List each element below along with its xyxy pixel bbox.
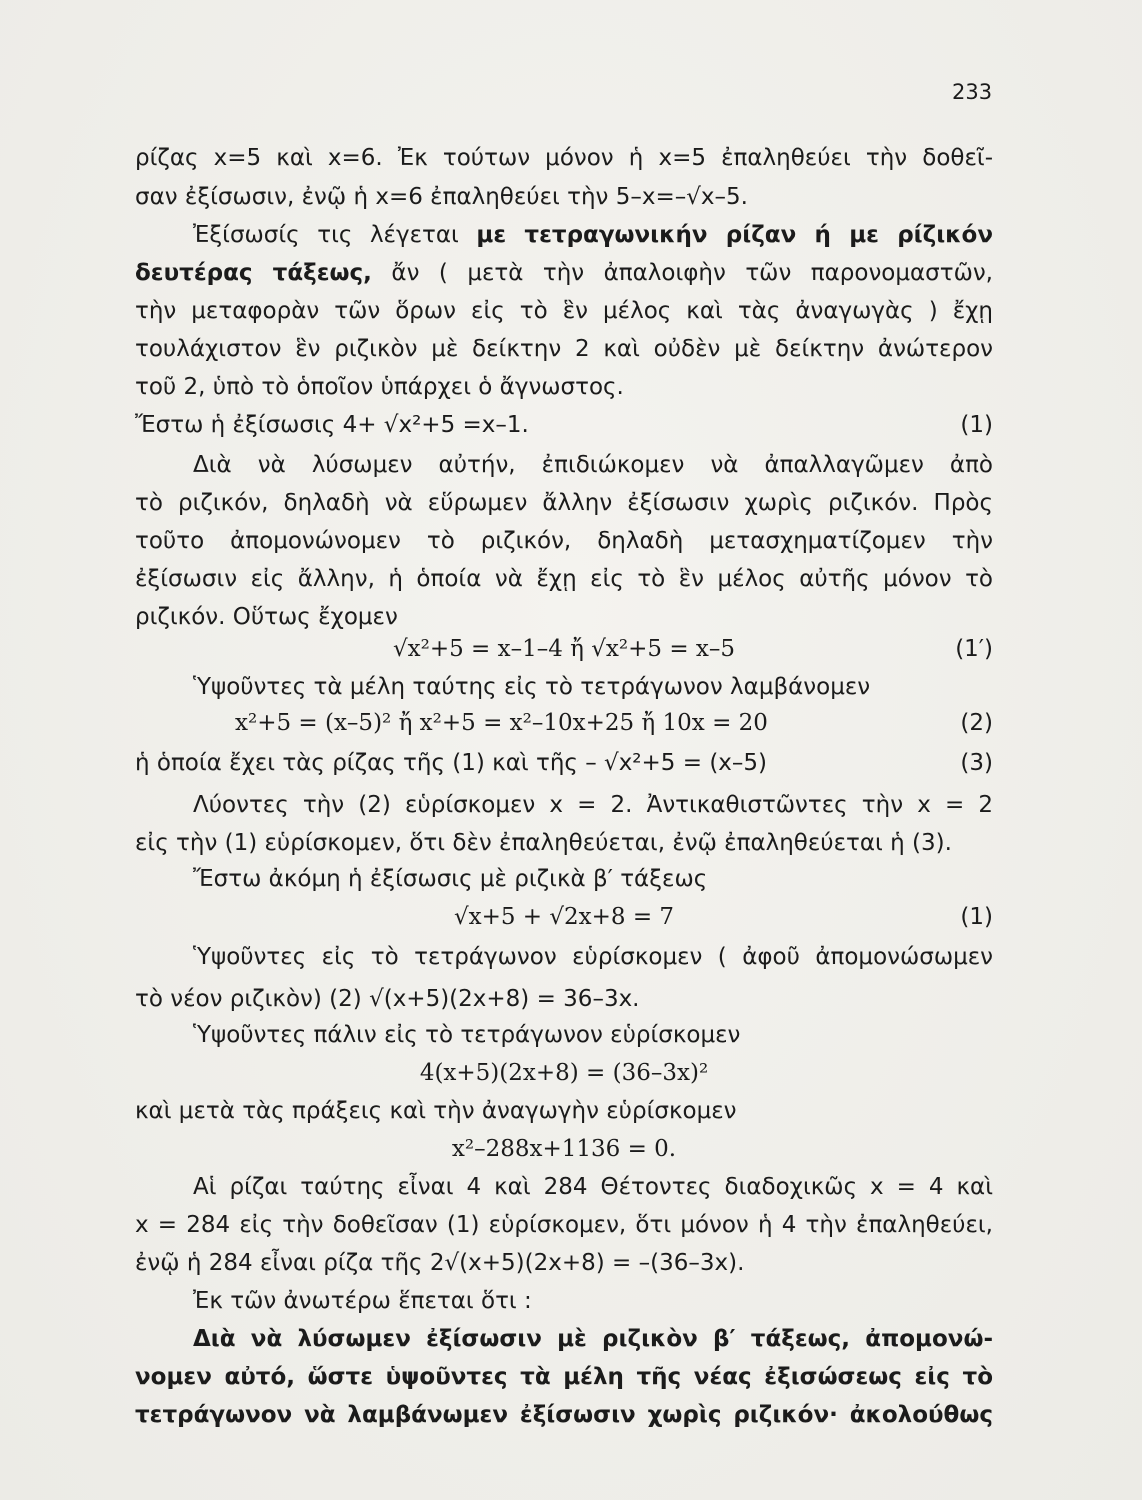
- text-line: Ἐκ τῶν ἀνωτέρω ἕπεται ὅτι :: [193, 1288, 532, 1314]
- text-line: Ἔστω ἀκόμη ἡ ἐξίσωσις μὲ ριζικὰ β′ τάξεως: [193, 866, 708, 892]
- rule-line: τετράγωνον νὰ λαμβάνωμεν ἐξίσωσιν χωρὶς ριζικόν· ἀκολούθως: [135, 1402, 993, 1428]
- equation: ἡ ὁποία ἔχει τὰς ρίζας τῆς (1) καὶ τῆς – √x²+5 = (x–5): [135, 750, 768, 776]
- emphasis-span: με τετραγωνικήν ρίζαν ή με ρίζικόν: [476, 222, 993, 248]
- text-span: Ἐξίσωσίς τις λέγεται: [193, 222, 459, 248]
- text-line: τὴν μεταφορὰν τῶν ὅρων εἰς τὸ ἓν μέλος καὶ τὰς ἀναγωγὰς ) ἔχῃ: [135, 298, 993, 324]
- equation-number: (1′): [955, 636, 993, 662]
- text-line: καὶ μετὰ τὰς πράξεις καὶ τὴν ἀναγωγὴν εὑρίσκομεν: [135, 1098, 737, 1124]
- definition-line: [135, 218, 993, 252]
- equation-number: (1): [960, 412, 993, 438]
- text-line: Ὑψοῦντες εἰς τὸ τετράγωνον εὑρίσκομεν ( ἀφοῦ ἀπομονώσωμεν: [193, 944, 993, 970]
- text-line: ἐξίσωσιν εἰς ἄλλην, ἡ ὁποία νὰ ἔχῃ εἰς τὸ ἓν μέλος αὐτῆς μόνον τὸ: [135, 566, 993, 592]
- emphasis-span: δευτέρας τάξεως,: [135, 260, 372, 286]
- equation: x²–288x+1136 = 0.: [451, 1136, 677, 1162]
- equation-number: (2): [960, 710, 993, 736]
- text-line: Λύοντες τὴν (2) εὑρίσκομεν x = 2. Ἀντικαθιστῶντες τὴν x = 2: [193, 792, 993, 818]
- equation-number: (1): [960, 904, 993, 930]
- text-line: τουλάχιστον ἓν ριζικὸν μὲ δείκτην 2 καὶ οὐδὲν μὲ δείκτην ἀνώτερον: [135, 336, 993, 362]
- text-line: τοῦτο ἀπομονώνομεν τὸ ριζικόν, δηλαδὴ μετασχηματίζομεν τὴν: [135, 528, 993, 554]
- text-span: Ἔστω ἡ ἐξίσωσις 4+ √x²+5 =x–1.: [135, 412, 529, 438]
- page-number: 233: [952, 80, 993, 104]
- text-span: ἄν ( μετὰ τὴν ἀπαλοιφὴν τῶν παρονομαστῶν,: [391, 260, 993, 286]
- equation: √x²+5 = x–1–4 ἤ √x²+5 = x–5: [392, 636, 736, 662]
- text-line: Ὑψοῦντες πάλιν εἰς τὸ τετράγωνον εὑρίσκομεν: [193, 1022, 741, 1048]
- text-line: ριζικόν. Οὕτως ἔχομεν: [135, 604, 398, 630]
- text-line: Αἱ ρίζαι ταύτης εἶναι 4 καὶ 284 Θέτοντες διαδοχικῶς x = 4 καὶ: [193, 1174, 993, 1200]
- text-line: x = 284 εἰς τὴν δοθεῖσαν (1) εὑρίσκομεν, ὅτι μόνον ἡ 4 τὴν ἐπαληθεύει,: [135, 1212, 993, 1238]
- rule-line: Διὰ νὰ λύσωμεν ἐξίσωσιν μὲ ριζικὸν β′ τάξεως, ἀπομονώ-: [193, 1326, 993, 1352]
- text-line: τοῦ 2, ὑπὸ τὸ ὁποῖον ὑπάρχει ὁ ἄγνωστος.: [135, 374, 624, 400]
- text-line: σαν ἐξίσωσιν, ἐνῷ ἡ x=6 ἐπαληθεύει τὴν 5–x=–√x–5.: [135, 184, 748, 210]
- text-line: Διὰ νὰ λύσωμεν αὐτήν, ἐπιδιώκομεν νὰ ἀπαλλαγῶμεν ἀπὸ: [193, 452, 993, 478]
- equation: x²+5 = (x–5)² ἤ x²+5 = x²–10x+25 ἤ 10x = 20: [235, 710, 768, 736]
- text-line: ρίζας x=5 καὶ x=6. Ἐκ τούτων μόνον ἡ x=5 ἐπαληθεύει τὴν δοθεῖ-: [135, 145, 993, 171]
- equation: √x+5 + √2x+8 = 7: [453, 904, 675, 930]
- text-line: εἰς τὴν (1) εὑρίσκομεν, ὅτι δὲν ἐπαληθεύεται, ἐνῷ ἐπαληθεύεται ἡ (3).: [135, 830, 952, 856]
- definition-line: [135, 256, 993, 290]
- rule-line: νομεν αὐτό, ὥστε ὑψοῦντες τὰ μέλη τῆς νέας ἐξισώσεως εἰς τὸ: [135, 1364, 993, 1390]
- text-line: ἐνῷ ἡ 284 εἶναι ρίζα τῆς 2√(x+5)(2x+8) = –(36–3x).: [135, 1250, 745, 1276]
- equation-number: (3): [960, 750, 993, 776]
- text-line: Ὑψοῦντες τὰ μέλη ταύτης εἰς τὸ τετράγωνον λαμβάνομεν: [193, 674, 871, 700]
- text-line: τὸ ριζικόν, δηλαδὴ νὰ εὕρωμεν ἄλλην ἐξίσωσιν χωρὶς ριζικόν. Πρὸς: [135, 490, 993, 516]
- text-line: τὸ νέον ριζικὸν) (2) √(x+5)(2x+8) = 36–3x.: [135, 986, 640, 1012]
- equation: 4(x+5)(2x+8) = (36–3x)²: [419, 1060, 709, 1086]
